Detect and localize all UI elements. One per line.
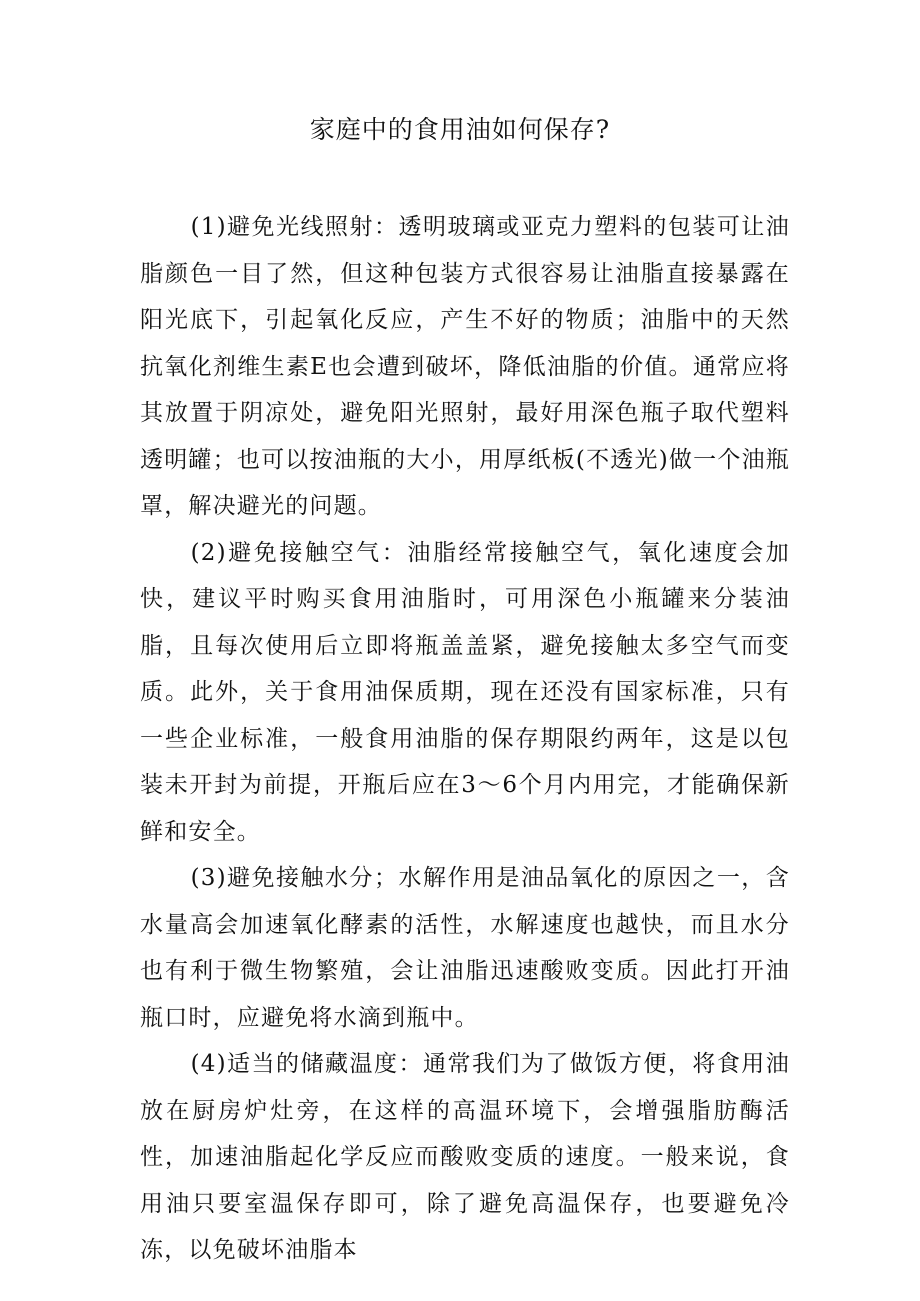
paragraph-2: (2)避免接触空气：油脂经常接触空气，氧化速度会加快，建议平时购买食用油脂时，可用深色小瓶罐来分装油脂，且每次使用后立即将瓶盖盖紧，避免接触太多空气而变质。此外，关于食用油保质期，现在还没有国家标准，只有一些企业标准，一般食用油脂的保存期限约两年，这是以包装未开封为前提，开瓶后应在3～6个月内用完，才能确保新鲜和安全。 (140, 539, 790, 845)
document-body (140, 204, 790, 1274)
document-title: 家庭中的食用油如何保存? (309, 115, 611, 144)
paragraph-1: (1)避免光线照射：透明玻璃或亚克力塑料的包装可让油脂颜色一目了然，但这种包装方式很容易让油脂直接暴露在阳光底下，引起氧化反应，产生不好的物质；油脂中的天然抗氧化剂维生素E也会遭到破坏，降低油脂的价值。通常应将其放置于阴凉处，避免阳光照射，最好用深色瓶子取代塑料透明罐；也可以按油瓶的大小，用厚纸板(不透光)做一个油瓶罩，解决避光的问题。 (140, 214, 790, 519)
paragraph-3: (3)避免接触水分；水解作用是油品氧化的原因之一，含水量高会加速氧化酵素的活性，水解速度也越快，而且水分也有利于微生物繁殖，会让油脂迅速酸败变质。因此打开油瓶口时，应避免将水滴到瓶中。 (140, 865, 790, 1031)
paragraph-4: (4)适当的储藏温度：通常我们为了做饭方便，将食用油放在厨房炉灶旁，在这样的高温环境下，会增强脂肪酶活性，加速油脂起化学反应而酸败变质的速度。一般来说，食用油只要室温保存即可，除了避免高温保存，也要避免冷冻，以免破坏油脂本 (140, 1051, 790, 1263)
